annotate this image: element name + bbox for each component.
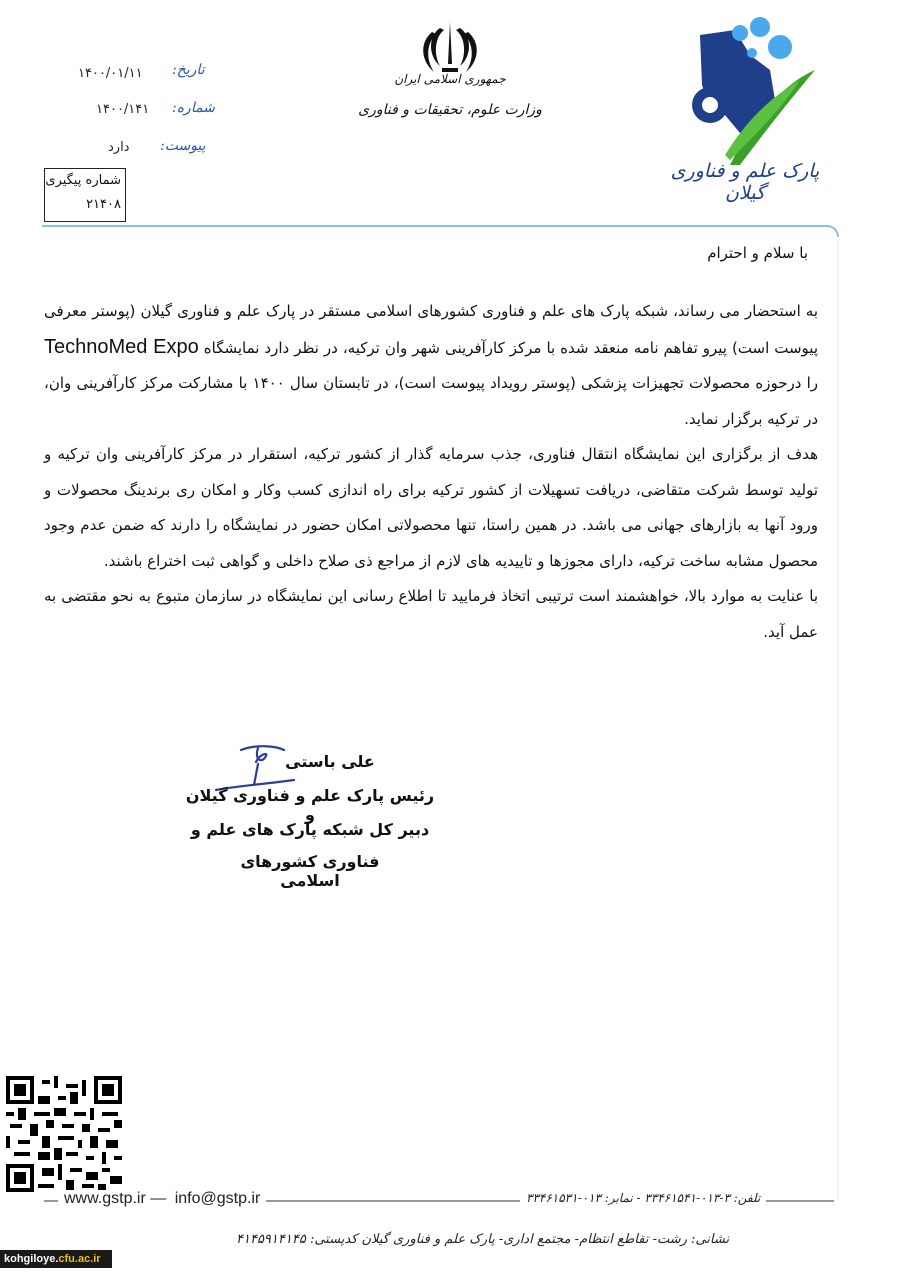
attachment-label: پیوست:: [160, 138, 206, 154]
signer-title-3: فناوری کشورهای اسلامی: [240, 852, 380, 890]
footer-contact-web: www.gstp.ir — info@gstp.ir: [58, 1190, 266, 1208]
signer-title-2: دبیر کل شبکه پارک های علم و: [190, 820, 430, 839]
emblem-line1: جمهوری اسلامی ایران: [394, 72, 506, 86]
emblem-line2: وزارت علوم، تحقیقات و فناوری: [358, 102, 542, 118]
number-value: ۱۴۰۰/۱۴۱: [96, 102, 150, 117]
signer-name: علی باستی: [285, 752, 375, 771]
park-logo-text: پارک علم و فناوری گیلان: [670, 160, 820, 204]
frame-right-edge: [837, 240, 839, 1200]
signer-title-1: رئیس پارک علم و فناوری گیلان و: [185, 786, 435, 824]
salutation: با سلام و احترام: [707, 244, 808, 262]
email-link[interactable]: info@gstp.ir: [174, 1190, 261, 1207]
frame-border: [42, 225, 839, 237]
date-value: ۱۴۰۰/۰۱/۱۱: [78, 66, 143, 81]
date-label: تاریخ:: [172, 62, 205, 78]
expo-name: TechnoMed Expo: [44, 335, 199, 358]
paragraph-2: هدف از برگزاری این نمایشگاه انتقال فناوری، جذب سرمایه گذار از کشور ترکیه، استقرار در مرکز کارآفرینی وان ترکیه و تولید توسط شرکت متقاضی، دریافت تسهیلات از کشور ترکیه برای راه اندازی کسب وکار و امکان ری برندینگ محصولات و ورود آنها به بازارهای جهانی می باشد. در همین راستا، تنها محصولاتی امکان حضور در نمایشگاه را دارند که ضمن عدم وجود محصول مشابه ساخت ترکیه، دارای مجوزها و تاییدیه های لازم از مراجع ذی صلاح داخلی و گواهی ثبت اختراع باشند.: [44, 445, 818, 570]
paragraph-1-b: را درحوزه محصولات تجهیزات پزشکی (پوستر رویداد پیوست است)، در تابستان سال ۱۴۰۰ با مشارکت مرکز کارآفرینی وان، در ترکیه برگزار نماید.: [44, 374, 818, 428]
footer-phone: تلفن: ۳-۰۱۳-۳۳۴۶۱۵۴۱ - نمابر: ۰۱۳-۳۳۴۶۱۵۳۱: [520, 1191, 766, 1205]
qr-code[interactable]: [6, 1076, 122, 1192]
paragraph-1-a: به استحضار می رساند، شبکه پارک های علم و فناوری کشورهای اسلامی مستقر در پارک علم و فناوری گیلان (پوستر معرفی پیوست است) پیرو تفاهم نامه منعقد شده با مرکز کارآفرینی شهر وان ترکیه، در نظر دارد نمایشگاه: [44, 302, 818, 357]
paragraph-1: [44, 294, 818, 437]
website-link[interactable]: www.gstp.ir: [64, 1190, 146, 1207]
watermark-domain: cfu.ac.ir: [58, 1253, 101, 1265]
letter-body: [44, 294, 818, 650]
tracking-value: ۲۱۴۰۸: [86, 197, 121, 212]
watermark-prefix: kohgiloye.: [4, 1253, 59, 1265]
number-label: شماره:: [172, 100, 215, 116]
tracking-box: [44, 168, 126, 222]
footer-address: نشانی: رشت- تقاطع انتظام- مجتمع اداری- پارک علم و فناوری گیلان کدپستی: ۴۱۴۵۹۱۴۱۴۵: [236, 1232, 730, 1247]
emblem-icon: [418, 18, 482, 78]
attachment-value: دارد: [108, 140, 130, 155]
tracking-label: شماره پیگیری: [45, 173, 121, 188]
paragraph-3: با عنایت به موارد بالا، خواهشمند است ترتیبی اتخاذ فرمایید تا اطلاع رسانی این نمایشگاه در سازمان متبوع به نحو مقتضی به عمل آید.: [44, 587, 818, 641]
watermark: [0, 1250, 112, 1268]
